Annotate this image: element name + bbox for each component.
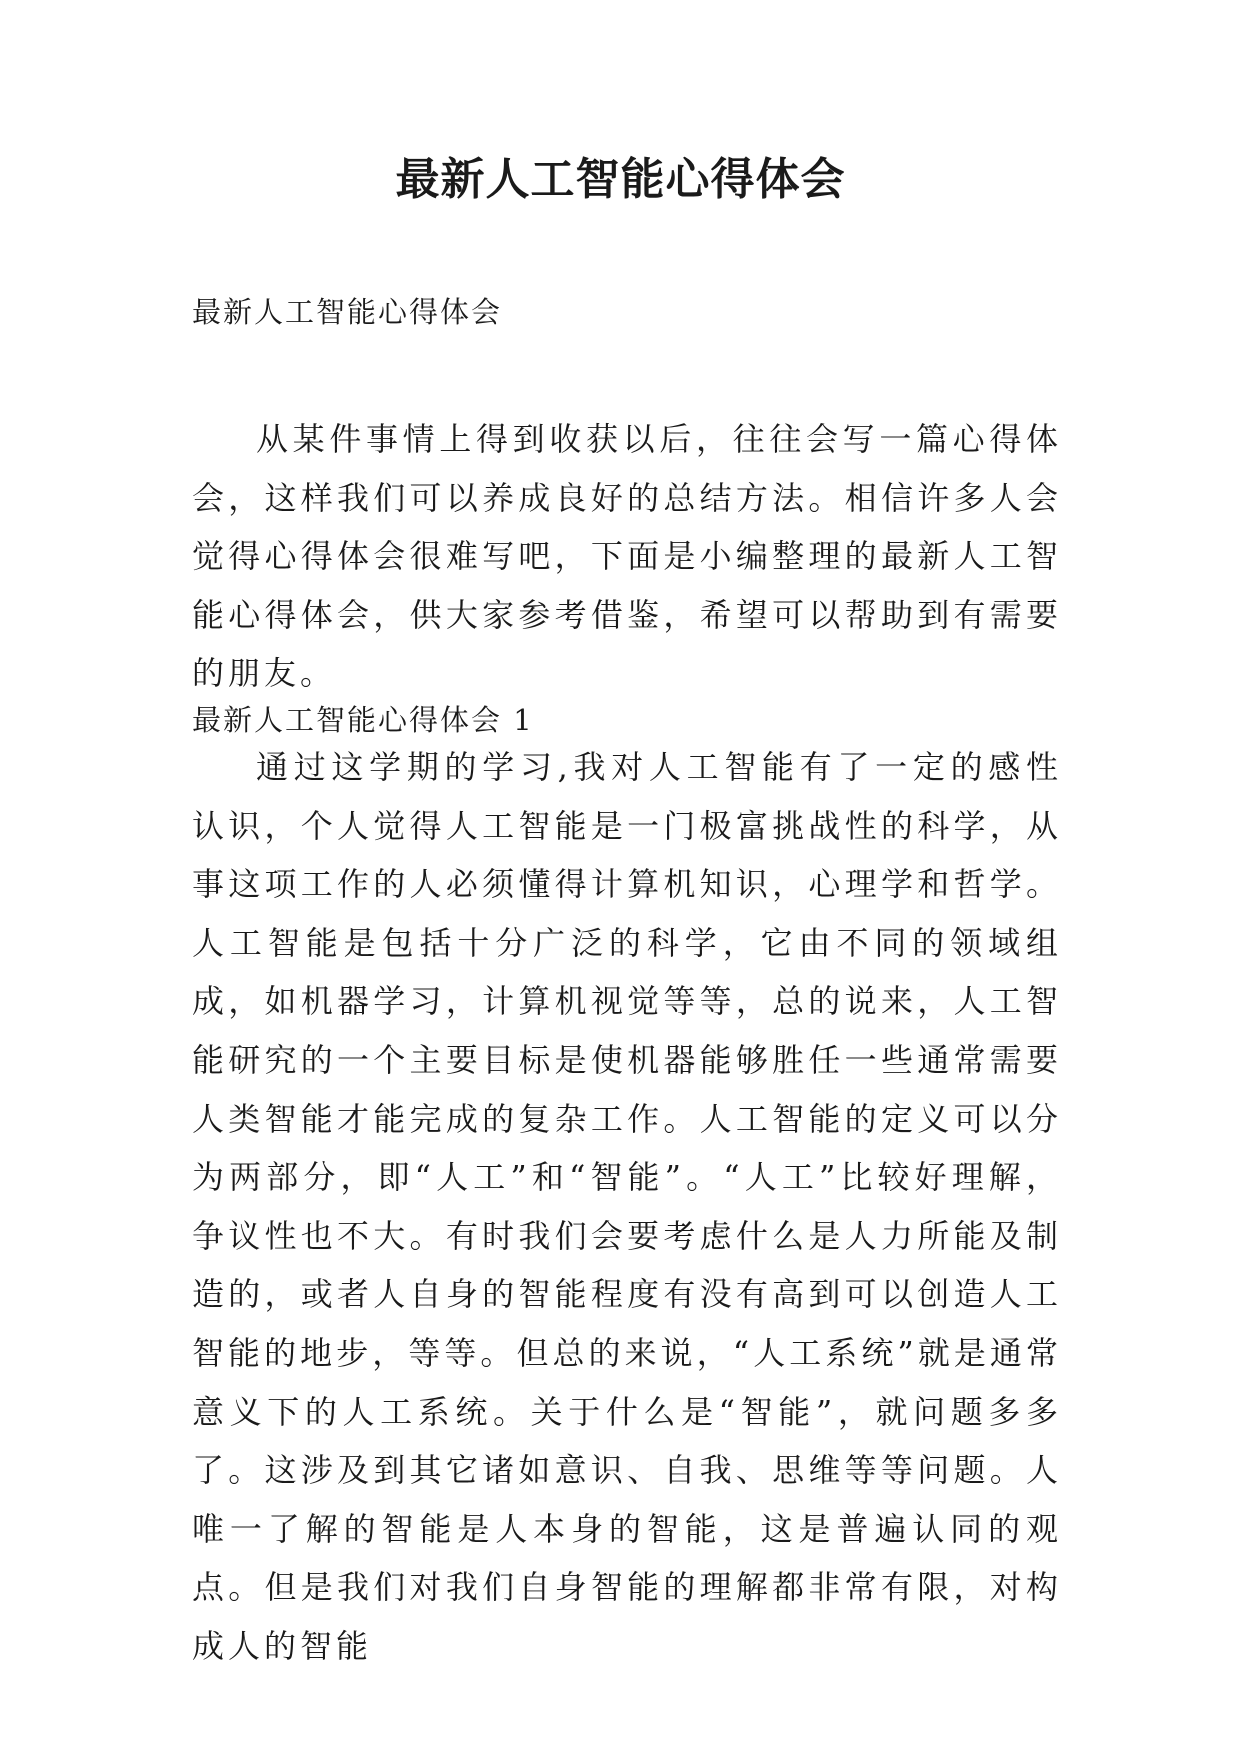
document-title: 最新人工智能心得体会 bbox=[395, 154, 846, 205]
section-body-paragraph: 通过这学期的学习,我对人工智能有了一定的感性认识，个人觉得人工智能是一门极富挑战性的科学，从事这项工作的人必须懂得计算机知识，心理学和哲学。人工智能是包括十分广泛的科学，它由不同的领域组成，如机器学习，计算机视觉等等，总的说来，人工智能研究的一个主要目标是使机器能够胜任一些通常需要人类智能才能完成的复杂工作。人工智能的定义可以分为两部分，即“人工”和“智能”。“人工”比较好理解，争议性也不大。有时我们会要考虑什么是人力所能及制造的，或者人自身的智能程度有没有高到可以创造人工智能的地步，等等。但总的来说，“人工系统”就是通常意义下的人工系统。关于什么是“智能”，就问题多多了。这涉及到其它诸如意识、自我、思维等等问题。人唯一了解的智能是人本身的智能，这是普遍认同的观点。但是我们对我们自身智能的理解都非常有限，对构成人的智能 bbox=[192, 748, 1062, 1665]
section-heading: 最新人工智能心得体会 1 bbox=[192, 703, 534, 737]
document-subtitle: 最新人工智能心得体会 bbox=[192, 295, 503, 329]
intro-paragraph: 从某件事情上得到收获以后，往往会写一篇心得体会，这样我们可以养成良好的总结方法。相信许多人会觉得心得体会很难写吧，下面是小编整理的最新人工智能心得体会，供大家参考借鉴，希望可以帮助到有需要的朋友。 bbox=[192, 420, 1062, 693]
